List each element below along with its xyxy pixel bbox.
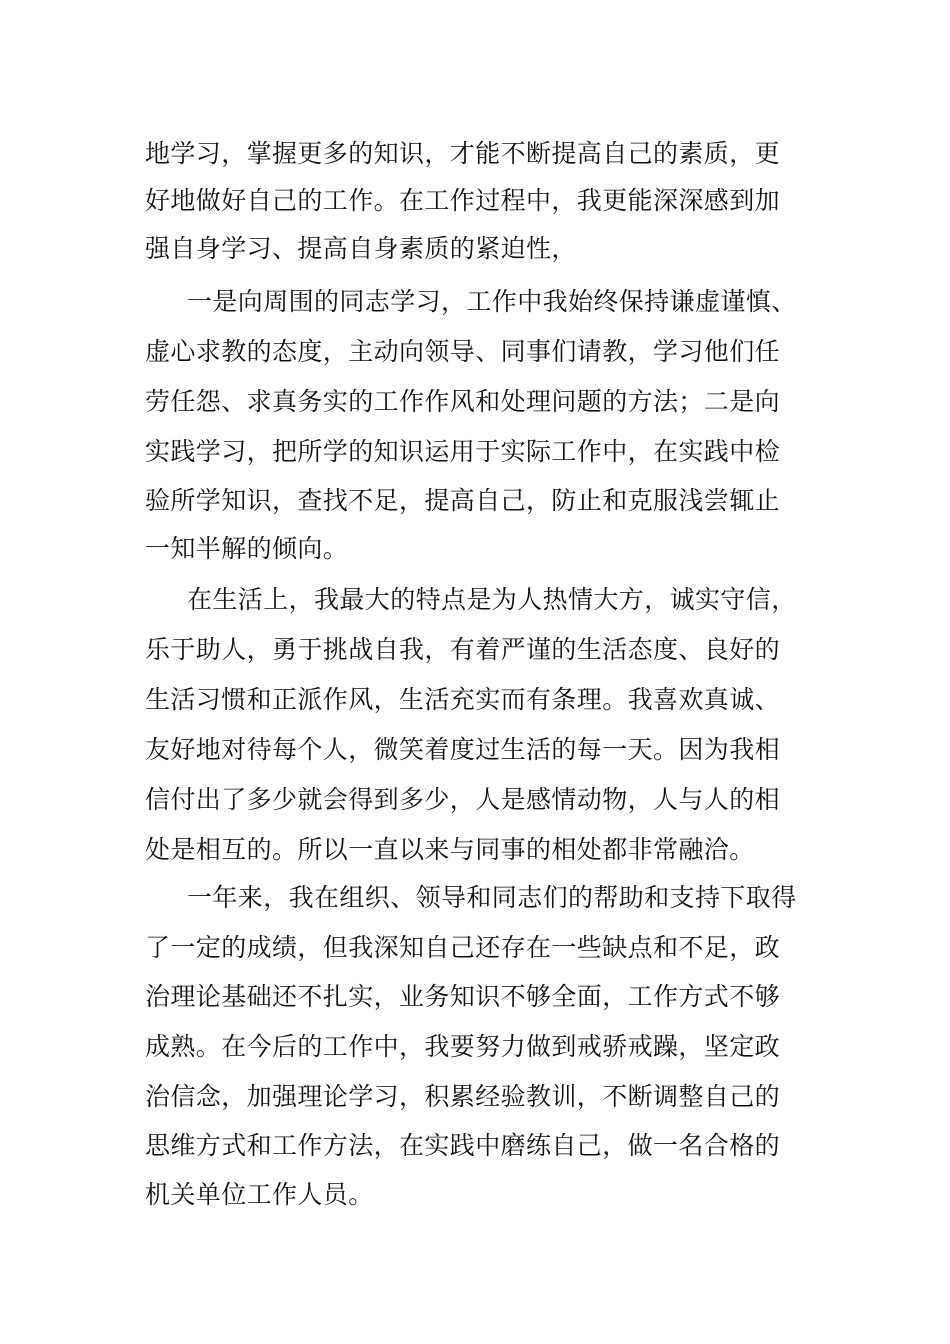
text-line: 治理论基础还不扎实，业务知识不够全面，工作方式不够 — [145, 982, 781, 1011]
text-line: 好地做好自己的工作。在工作过程中，我更能深深感到加 — [145, 186, 781, 215]
text-line: 地学习，掌握更多的知识，才能不断提高自己的素质，更 — [145, 139, 781, 168]
text-line: 虚心求教的态度，主动向领导、同事们请教，学习他们任 — [145, 337, 781, 366]
text-line: 生活习惯和正派作风，生活充实而有条理。我喜欢真诚、 — [145, 685, 781, 714]
paragraph-first-line: 在生活上，我最大的特点是为人热情大方，诚实守信， — [187, 585, 797, 614]
text-line: 实践学习，把所学的知识运用于实际工作中，在实践中检 — [145, 437, 781, 466]
text-line: 验所学知识，查找不足，提高自己，防止和克服浅尝辄止 — [145, 486, 781, 515]
text-line: 成熟。在今后的工作中，我要努力做到戒骄戒躁，坚定政 — [145, 1032, 781, 1061]
text-line: 思维方式和工作方法，在实践中磨练自己，做一名合格的 — [145, 1131, 781, 1160]
text-line: 一知半解的倾向。 — [145, 534, 349, 563]
paragraph-first-line: 一年来，我在组织、领导和同志们的帮助和支持下取得 — [187, 883, 797, 912]
text-line: 强自身学习、提高自身素质的紧迫性， — [145, 234, 577, 263]
text-line: 处是相互的。所以一直以来与同事的相处都非常融洽。 — [145, 835, 755, 864]
text-line: 机关单位工作人员。 — [145, 1180, 374, 1209]
text-line: 乐于助人，勇于挑战自我，有着严谨的生活态度、良好的 — [145, 635, 781, 664]
paragraph-first-line: 一是向周围的同志学习，工作中我始终保持谦虚谨慎、 — [187, 287, 797, 316]
text-line: 劳任怨、求真务实的工作作风和处理问题的方法；二是向 — [145, 387, 781, 416]
text-line: 信付出了多少就会得到多少，人是感情动物，人与人的相 — [145, 785, 781, 814]
text-line: 治信念，加强理论学习，积累经验教训，不断调整自己的 — [145, 1082, 781, 1111]
text-line: 友好地对待每个人，微笑着度过生活的每一天。因为我相 — [145, 735, 781, 764]
text-line: 了一定的成绩，但我深知自己还存在一些缺点和不足，政 — [145, 933, 781, 962]
